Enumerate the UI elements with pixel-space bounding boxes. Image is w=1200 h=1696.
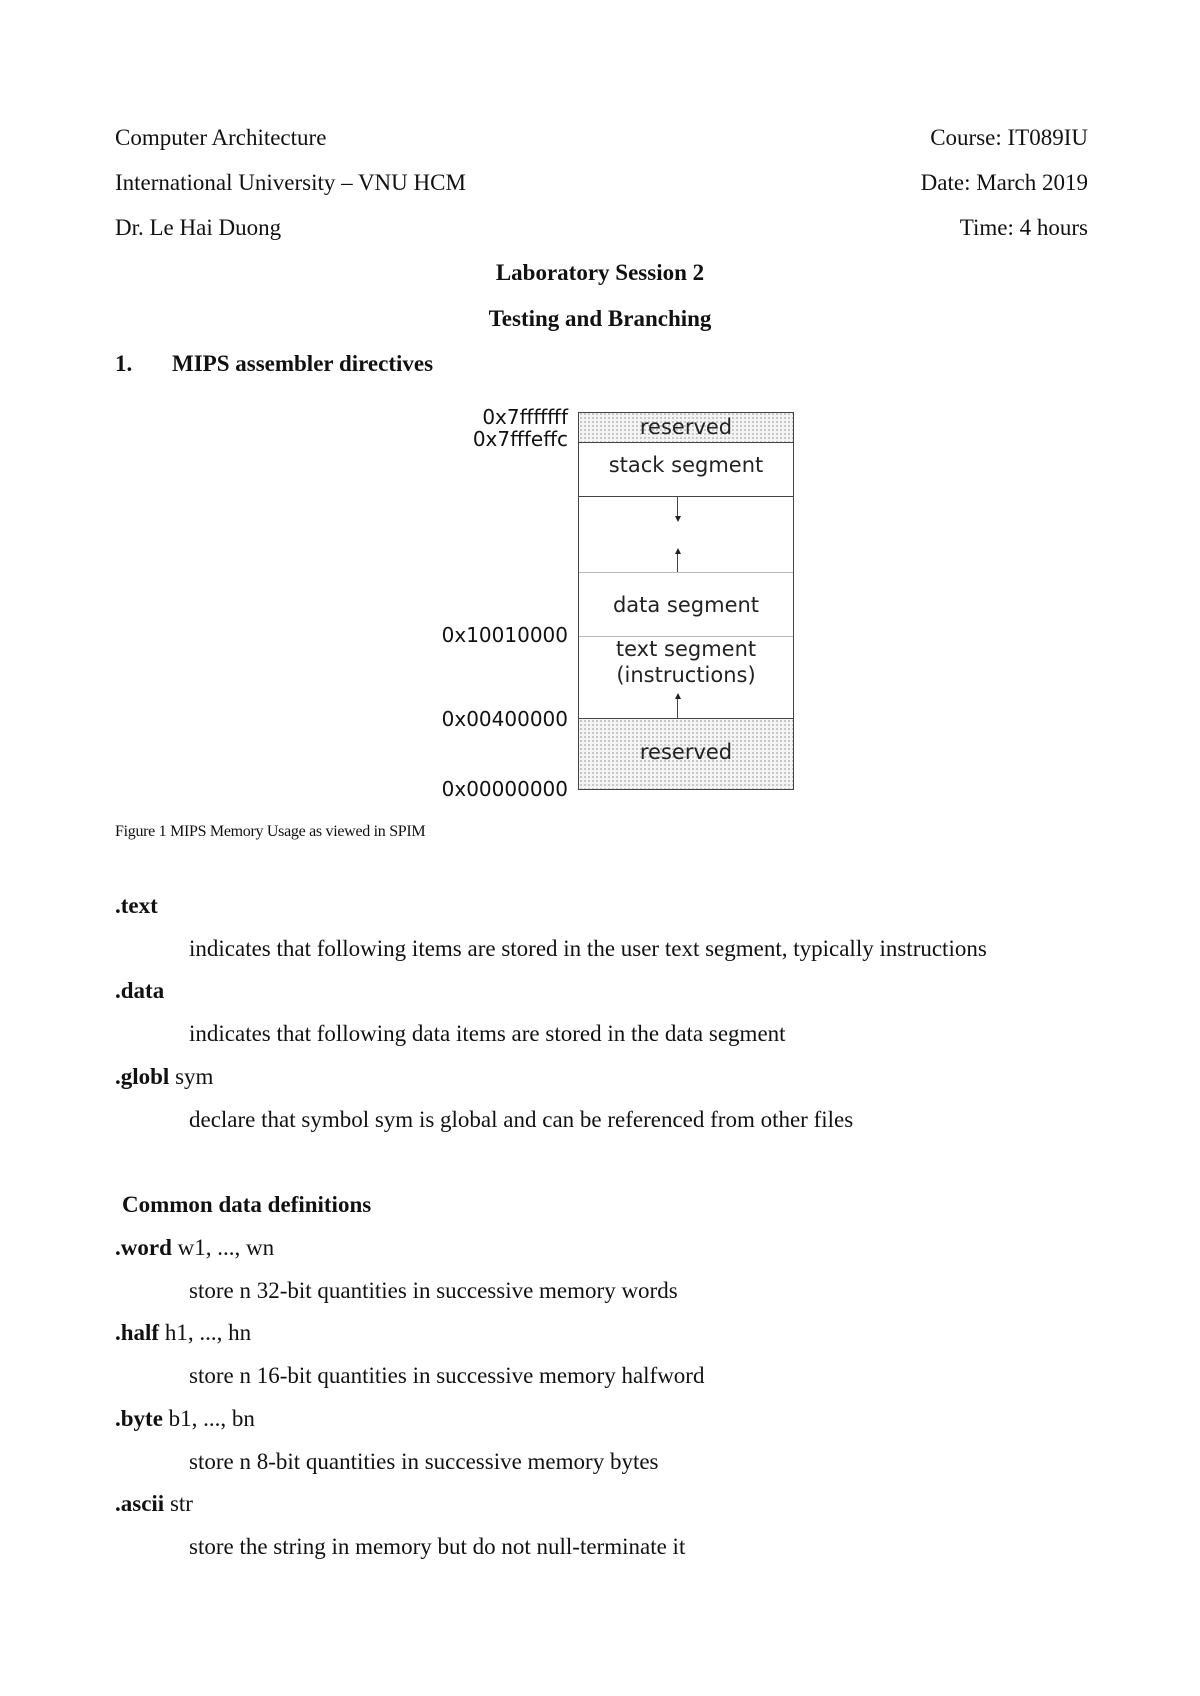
- stack-segment: stack segment: [608, 453, 764, 477]
- directive-arg: sym: [169, 1064, 214, 1089]
- directive-keyword: .text: [115, 893, 158, 918]
- arrow-up-icon: [675, 693, 681, 699]
- directive-term: [115, 892, 158, 920]
- directive-keyword: .half: [115, 1320, 160, 1345]
- directive-arg: str: [164, 1491, 193, 1516]
- directive-description: store n 16-bit quantities in successive memory halfword: [189, 1363, 705, 1388]
- arrow-up-icon: [675, 548, 681, 554]
- address-label: 0x00400000: [441, 707, 568, 731]
- data-segment: data segment: [612, 593, 760, 617]
- directive-term: [115, 1063, 213, 1091]
- directive-keyword: .byte: [115, 1406, 163, 1431]
- directive-arg: h1, ..., hn: [159, 1320, 252, 1345]
- university-name: International University – VNU HCM: [115, 170, 466, 195]
- segment-divider: [579, 789, 793, 790]
- directive-description: store n 8-bit quantities in successive memory bytes: [189, 1449, 659, 1474]
- directive-term: [115, 1405, 255, 1433]
- arrow-down-icon: [675, 516, 681, 522]
- address-label: 0x00000000: [441, 777, 568, 801]
- address-label: 0x7fffffff: [482, 405, 568, 429]
- directive-keyword: .globl: [115, 1064, 170, 1089]
- segment-divider: [579, 442, 793, 443]
- directive-term: [115, 1319, 251, 1347]
- directive-arg: w1, ..., wn: [171, 1235, 275, 1260]
- text-segment: text segment: [615, 637, 757, 661]
- directive-keyword: .ascii: [115, 1491, 165, 1516]
- data-definitions-heading: Common data definitions: [122, 1192, 372, 1217]
- directive-keyword: .word: [115, 1235, 172, 1260]
- section-title: MIPS assembler directives: [172, 351, 434, 376]
- directive-keyword: .data: [115, 978, 165, 1003]
- directive-description: indicates that following items are stored in the user text segment, typically instructions: [189, 936, 987, 961]
- date-label: Date: March 2019: [920, 170, 1088, 195]
- text-segment-note: (instructions): [616, 663, 756, 687]
- time-label: Time: 4 hours: [959, 215, 1088, 240]
- course-name: Computer Architecture: [115, 125, 327, 150]
- topic-title: Testing and Branching: [488, 306, 712, 331]
- segment-divider: [579, 636, 793, 637]
- segment-divider: [579, 572, 793, 573]
- directive-arg: b1, ..., bn: [162, 1406, 255, 1431]
- directive-description: declare that symbol sym is global and can be referenced from other files: [189, 1107, 854, 1132]
- address-label: 0x10010000: [441, 623, 568, 647]
- directive-term: [115, 1490, 193, 1518]
- segment-divider: [579, 718, 793, 719]
- arrow-stem: [677, 497, 678, 516]
- directive-term: [115, 977, 164, 1005]
- session-title: Laboratory Session 2: [495, 260, 705, 285]
- address-label: 0x7fffeffc: [472, 427, 568, 451]
- memory-map: [578, 412, 794, 790]
- segment-divider: [579, 412, 793, 413]
- directive-description: store n 32-bit quantities in successive memory words: [189, 1278, 678, 1303]
- section-number: 1.: [115, 351, 133, 376]
- figure-caption: Figure 1 MIPS Memory Usage as viewed in SPIM: [115, 823, 426, 840]
- reserved-bottom-segment: reserved: [579, 719, 793, 789]
- instructor-name: Dr. Le Hai Duong: [115, 215, 282, 240]
- arrow-stem: [677, 554, 678, 572]
- course-code: Course: IT089IU: [930, 125, 1088, 150]
- directive-term: [115, 1234, 274, 1262]
- reserved-top-segment: reserved: [579, 412, 793, 442]
- segment-divider: [579, 496, 793, 497]
- arrow-stem: [677, 699, 678, 718]
- directive-description: indicates that following data items are stored in the data segment: [189, 1021, 786, 1046]
- directive-description: store the string in memory but do not null-terminate it: [189, 1534, 686, 1559]
